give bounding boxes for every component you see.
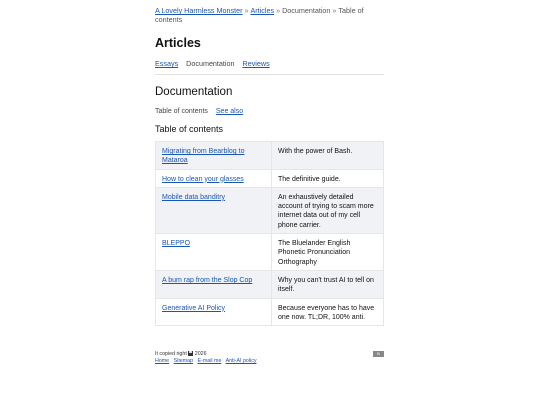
section-title: Documentation: [155, 86, 233, 98]
toc-link[interactable]: BLEPPO: [162, 240, 191, 248]
toc-description: Why you can't trust AI to tell on itself.: [272, 270, 384, 298]
table-row: [156, 142, 384, 170]
page-title: Articles: [155, 36, 201, 50]
toc-link[interactable]: Generative AI Policy: [162, 304, 226, 312]
tab-table-of-contents: Table of contents: [155, 108, 208, 115]
tab-see-also[interactable]: See also: [215, 108, 244, 115]
footer-sitemap-link[interactable]: Sitemap: [173, 358, 194, 364]
table-row: [156, 270, 384, 298]
toc-description: The definitive guide.: [272, 169, 384, 187]
breadcrumb-home-link[interactable]: A Lovely Harmless Monster: [155, 6, 243, 15]
footer-email-link[interactable]: E-mail me: [197, 358, 222, 364]
toc-table: [155, 141, 384, 326]
breadcrumb: [155, 6, 384, 24]
nav-documentation-current: Documentation: [186, 59, 235, 68]
footer-home-link[interactable]: Home: [155, 358, 170, 364]
footer-links: [155, 358, 384, 365]
toc-link[interactable]: Migrating from Bearblog to Mataroa: [162, 148, 245, 165]
copyright: [155, 351, 384, 358]
section-nav: [155, 59, 384, 68]
breadcrumb-current: Table of contents: [155, 6, 364, 24]
toc-description: An exhaustively detailed account of trying to scam more internet data out of my cell phone carrier.: [272, 187, 384, 233]
site-badge-icon[interactable]: B: [373, 351, 384, 357]
page-content: [155, 6, 384, 326]
toc-description: The Bluelander English Phonetic Pronunciation Orthography: [272, 234, 384, 271]
footer-anti-ai-link[interactable]: Anti-AI policy: [225, 358, 257, 364]
breadcrumb-documentation: Documentation: [282, 6, 331, 15]
copyright-year: 2026: [194, 351, 207, 357]
copyright-text: It copied right: [155, 351, 187, 357]
floppy-disk-icon: [188, 351, 193, 356]
table-row: [156, 169, 384, 187]
nav-reviews-link[interactable]: Reviews: [242, 59, 270, 68]
table-row: [156, 187, 384, 233]
toc-heading: Table of contents: [155, 124, 224, 134]
breadcrumb-separator: »: [244, 6, 249, 15]
toc-link[interactable]: How to clean your glasses: [162, 175, 244, 183]
breadcrumb-separator: »: [276, 6, 281, 15]
footer: [155, 351, 384, 365]
toc-link[interactable]: A bum rap from the Slop Cop: [162, 276, 253, 284]
divider: [155, 74, 384, 75]
breadcrumb-articles-link[interactable]: Articles: [250, 6, 275, 15]
nav-essays-link[interactable]: Essays: [155, 59, 179, 68]
toc-link[interactable]: Mobile data banditry: [162, 193, 226, 201]
table-row: [156, 298, 384, 326]
toc-description: Because everyone has to have one now. TL;DR, 100% anti.: [272, 298, 384, 326]
doc-tabs: [155, 108, 384, 115]
table-row: [156, 234, 384, 271]
breadcrumb-separator: »: [332, 6, 337, 15]
toc-description: With the power of Bash.: [272, 142, 384, 170]
